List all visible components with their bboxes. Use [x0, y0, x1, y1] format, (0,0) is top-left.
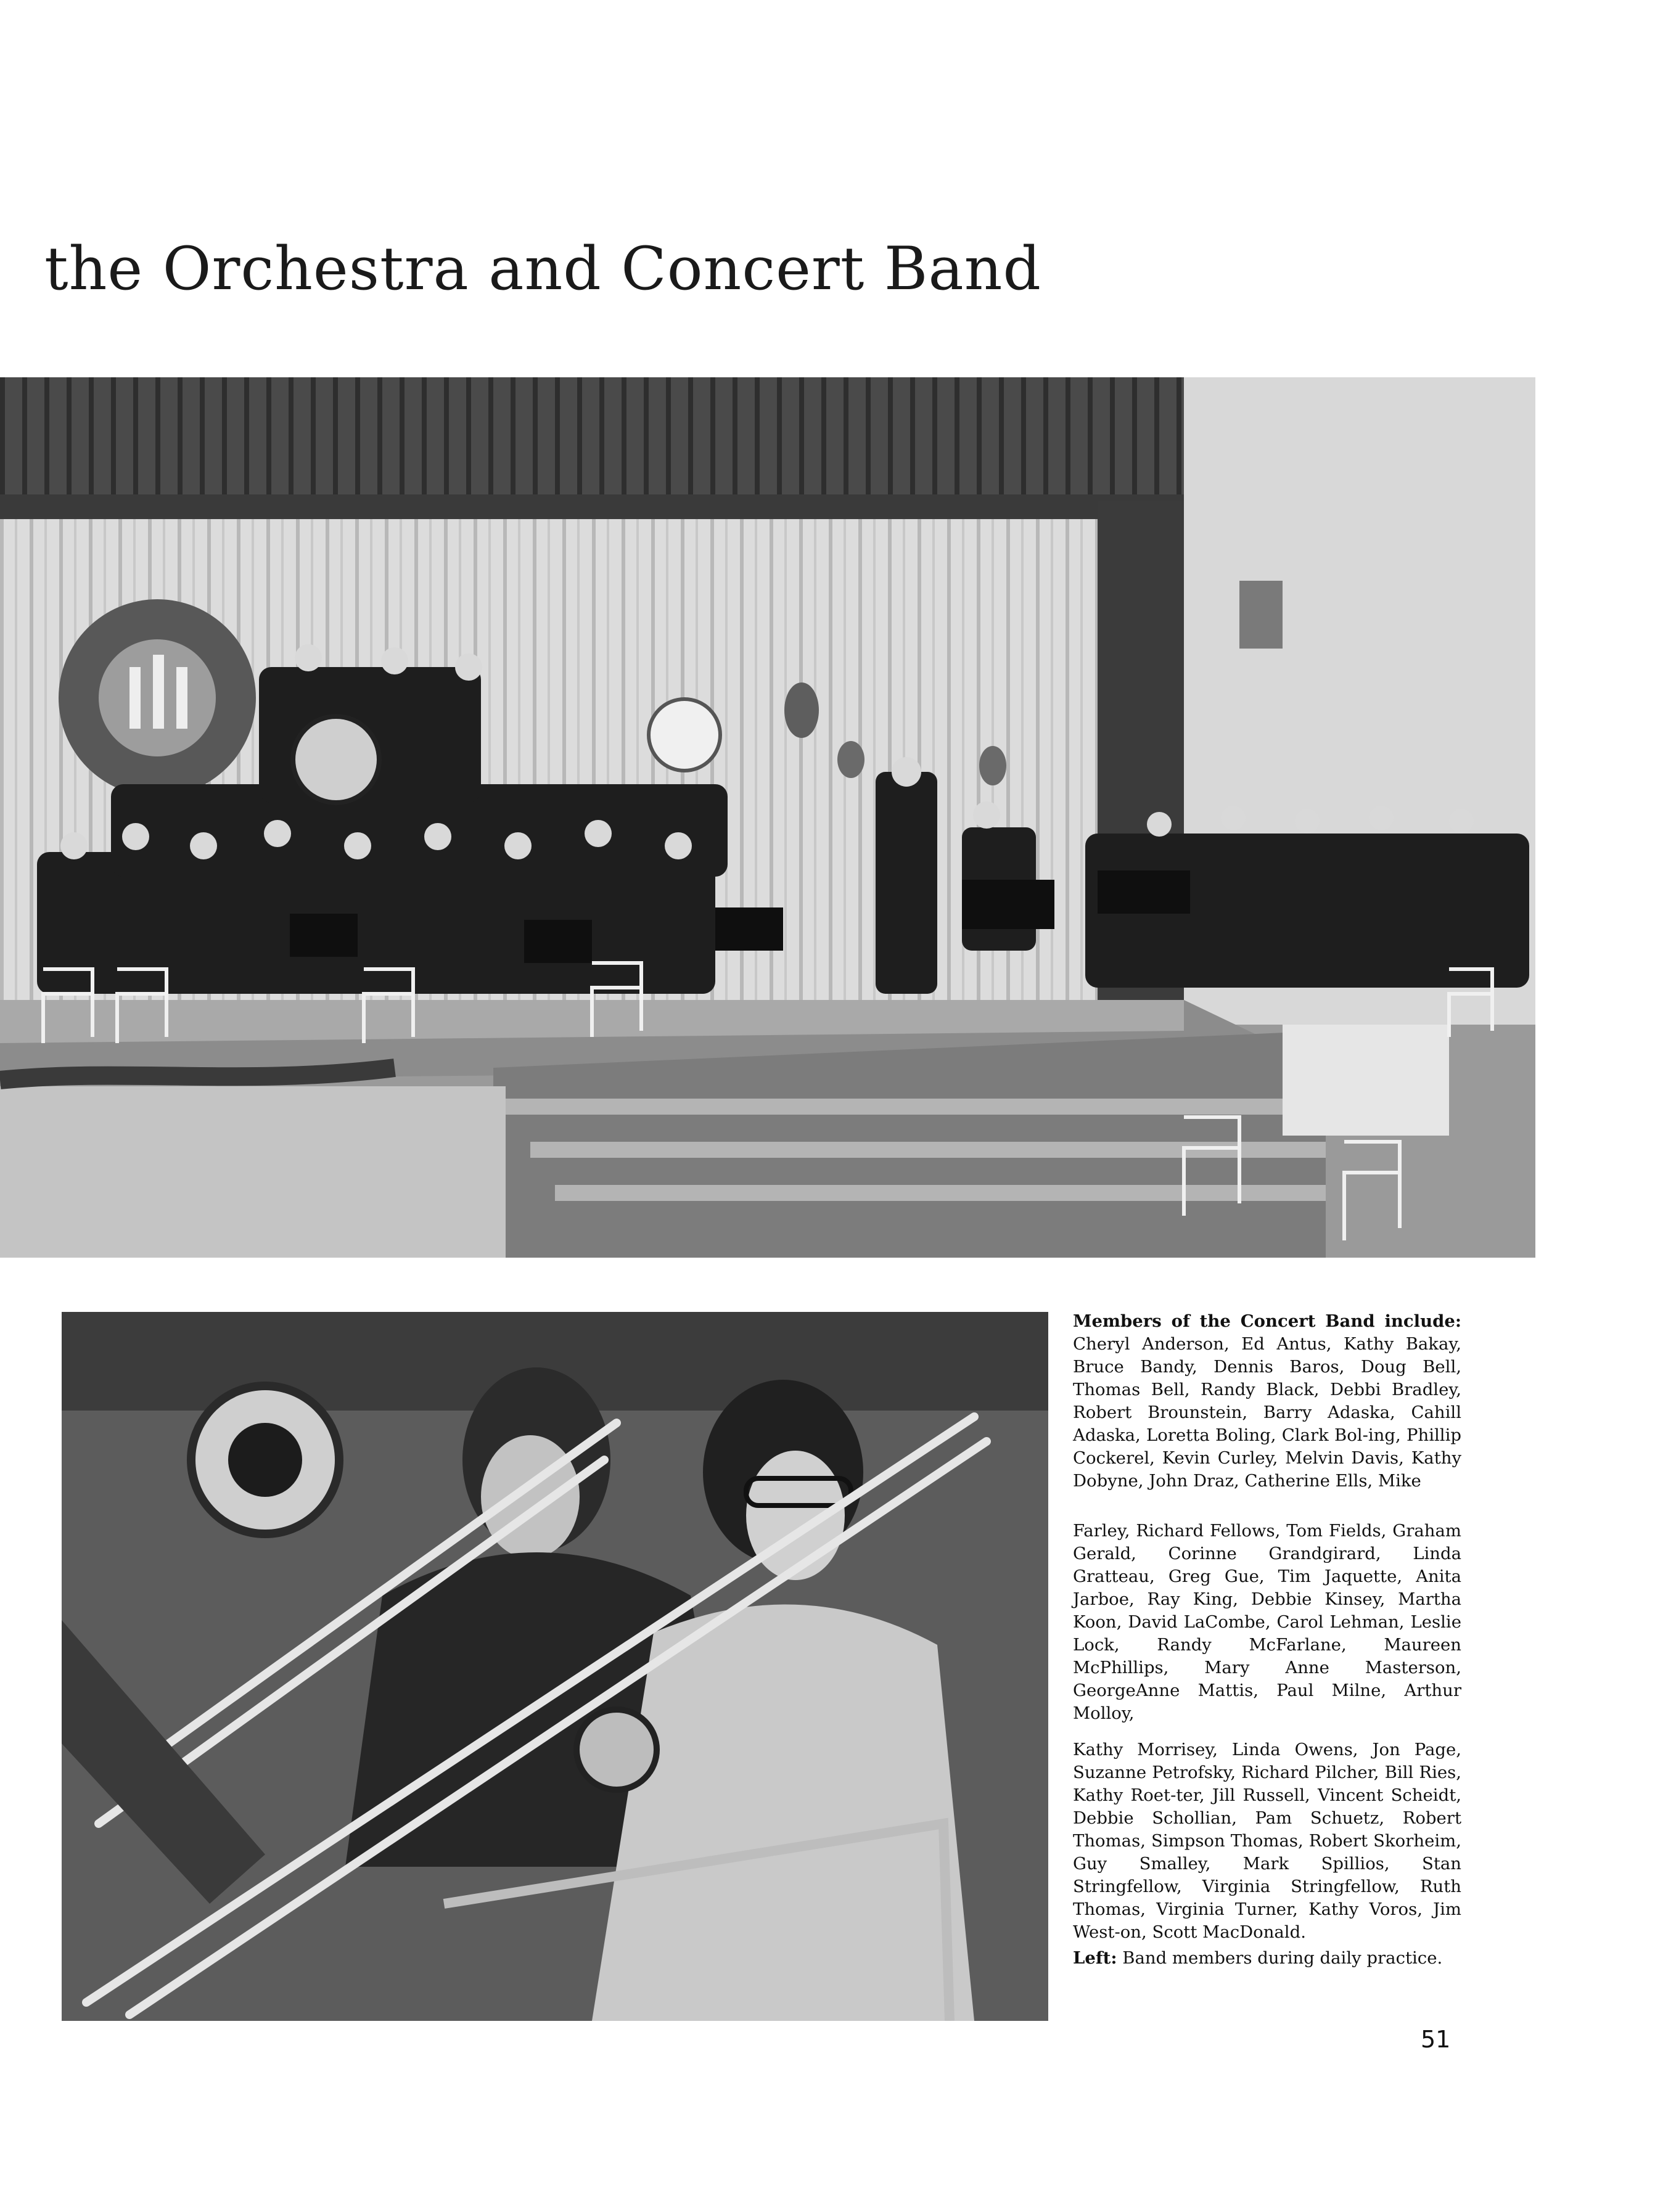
- photo-band-practice: [62, 1312, 1048, 2021]
- members-paragraph-1: [1073, 1310, 1461, 1493]
- members-list-part-1: Cheryl Anderson, Ed Antus, Kathy Bakay, Bruce Bandy, Dennis Baros, Doug Bell, Thomas Bell, Randy Black, Debbi Bradley, Robert Brounstein, Barry Adaska, Cahill Adaska, Loretta Boling, Clark Bol-ing, Phillip Cockerel, Kevin Curley, Melvin Davis, Kathy Dobyne, John Draz, Catherine Ells, Mike: [1073, 1334, 1461, 1491]
- orchestra-stage-image: [0, 377, 1535, 1258]
- members-lead: Members of the Concert Band include:: [1073, 1311, 1461, 1331]
- members-paragraph-3: Kathy Morrisey, Linda Owens, Jon Page, Suzanne Petrofsky, Richard Pilcher, Bill Ries, Kathy Roet-ter, Jill Russell, Vincent Scheidt, Debbie Schollian, Pam Schuetz, Robert Thomas, Simpson Thomas, Robert Skorheim, Guy Smalley, Mark Spillios, Stan Stringfellow, Virginia Stringfellow, Ruth Thomas, Virginia Turner, Kathy Voros, Jim West-on, Scott MacDonald.: [1073, 1740, 1461, 1942]
- caption-text: Band members during daily practice.: [1117, 1948, 1443, 1968]
- members-paragraph-2: Farley, Richard Fellows, Tom Fields, Graham Gerald, Corinne Grandgirard, Linda Gratteau, Greg Gue, Tim Jaquette, Anita Jarboe, Ray King, Debbie Kinsey, Martha Koon, David LaCombe, Carol Lehman, Leslie Lock, Randy McFarlane, Maureen McPhillips, Mary Anne Masterson, GeorgeAnne Mattis, Paul Milne, Arthur Molloy,: [1073, 1521, 1461, 1723]
- page-number: 51: [1421, 2026, 1451, 2053]
- trombone-players-image: [62, 1312, 1048, 2021]
- page-title: the Orchestra and Concert Band: [44, 234, 1041, 303]
- photo-orchestra-stage: [0, 377, 1535, 1258]
- caption-lead: Left:: [1073, 1948, 1117, 1968]
- photo-caption: [1073, 1947, 1461, 1970]
